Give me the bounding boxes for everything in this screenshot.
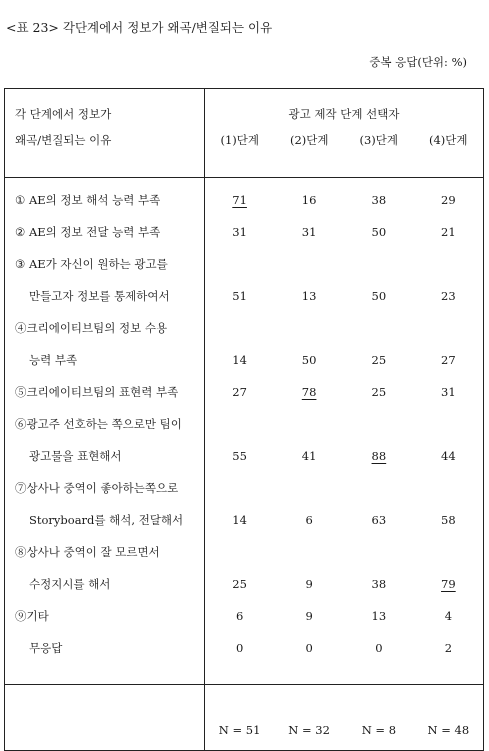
value-text: 51 [232, 289, 247, 303]
value-text: 58 [441, 513, 456, 527]
value-cell-stage-1 [205, 216, 275, 248]
value-text: 63 [371, 513, 387, 527]
value-text: 9 [305, 577, 313, 591]
reason-cell: 광고물을 표현해서 [5, 440, 205, 472]
value-text: 21 [441, 225, 456, 239]
value-text: 55 [232, 449, 247, 463]
value-cell-stage-1 [205, 344, 275, 376]
value-cell-stage-1 [205, 280, 275, 312]
reason-cell: ⑥광고주 선호하는 쪽으로만 팀이 [5, 408, 205, 440]
value-cell-stage-3 [344, 472, 414, 504]
value-cell-stage-1 [205, 536, 275, 568]
value-text: 88 [371, 449, 387, 463]
value-cell-stage-4 [414, 440, 484, 472]
value-text: 0 [235, 641, 244, 655]
table-row [5, 408, 484, 440]
value-cell-stage-4 [414, 568, 484, 600]
value-cell-stage-3 [344, 216, 414, 248]
value-cell-stage-4 [414, 376, 484, 408]
reason-cell: ⑦상사나 중역이 좋아하는쪽으로 [5, 472, 205, 504]
value-cell-stage-2 [274, 440, 344, 472]
value-cell-stage-4 [414, 536, 484, 568]
value-text: 79 [441, 577, 456, 591]
value-cell-stage-3 [344, 440, 414, 472]
value-text: 6 [305, 513, 313, 527]
value-cell-stage-4 [414, 178, 484, 217]
value-text: 14 [232, 513, 247, 527]
value-text: 13 [371, 609, 387, 623]
spacer-row [5, 664, 484, 685]
value-text: 50 [371, 289, 387, 303]
value-text: 71 [232, 193, 247, 207]
value-cell-stage-2 [274, 536, 344, 568]
table-row [5, 344, 484, 376]
reason-cell: 능력 부족 [5, 344, 205, 376]
table-row [5, 312, 484, 344]
table-row [5, 178, 484, 217]
stage-group-header [205, 89, 484, 178]
value-cell-stage-1 [205, 504, 275, 536]
total-n-stage-2: N = 32 [274, 685, 344, 751]
value-cell-stage-3 [344, 178, 414, 217]
value-cell-stage-1 [205, 600, 275, 632]
table-caption: <표 23> 각단계에서 정보가 왜곡/변질되는 이유 [6, 20, 273, 35]
spacer-cell [5, 664, 205, 685]
header-row [5, 89, 484, 178]
value-cell-stage-2 [274, 376, 344, 408]
total-n-stage-3: N = 8 [344, 685, 414, 751]
value-cell-stage-4 [414, 408, 484, 440]
reason-cell: Storyboard를 해석, 전달해서 [5, 504, 205, 536]
value-cell-stage-1 [205, 568, 275, 600]
value-text: 25 [371, 353, 387, 367]
value-text: 6 [235, 609, 244, 623]
reason-cell: 수정지시를 해서 [5, 568, 205, 600]
value-text: 0 [375, 641, 383, 655]
value-text: 41 [301, 449, 317, 463]
value-cell-stage-2 [274, 178, 344, 217]
value-cell-stage-3 [344, 408, 414, 440]
table-row [5, 440, 484, 472]
value-text: 14 [232, 353, 247, 367]
value-text: 23 [441, 289, 456, 303]
value-text: 2 [444, 641, 453, 655]
reason-cell: 만들고자 정보를 통제하여서 [5, 280, 205, 312]
value-text: 50 [371, 225, 387, 239]
value-cell-stage-3 [344, 568, 414, 600]
value-cell-stage-3 [344, 632, 414, 664]
value-cell-stage-3 [344, 312, 414, 344]
reason-header-cell [5, 89, 205, 178]
value-cell-stage-1 [205, 472, 275, 504]
survey-table [4, 88, 484, 751]
value-text: 31 [441, 385, 456, 399]
reason-cell: ⑧상사나 중역이 잘 모르면서 [5, 536, 205, 568]
value-cell-stage-2 [274, 344, 344, 376]
value-cell-stage-2 [274, 600, 344, 632]
value-cell-stage-2 [274, 472, 344, 504]
value-cell-stage-4 [414, 344, 484, 376]
value-text: 27 [232, 385, 247, 399]
table-row [5, 248, 484, 280]
value-text: 29 [441, 193, 456, 207]
stage-header-2: (2)단계 [289, 133, 329, 147]
value-cell-stage-2 [274, 248, 344, 280]
value-text: 44 [441, 449, 456, 463]
value-cell-stage-1 [205, 248, 275, 280]
reason-cell: ④크리에이티브팀의 정보 수용 [5, 312, 205, 344]
value-cell-stage-1 [205, 312, 275, 344]
reason-cell: ③ AE가 자신이 원하는 광고를 [5, 248, 205, 280]
table-row [5, 280, 484, 312]
reason-cell: ② AE의 정보 전달 능력 부족 [5, 216, 205, 248]
totals-label-cell [5, 685, 205, 751]
stage-group-title: 광고 제작 단계 선택자 [288, 107, 400, 121]
value-cell-stage-2 [274, 312, 344, 344]
table-row [5, 504, 484, 536]
reason-cell: ① AE의 정보 해석 능력 부족 [5, 178, 205, 217]
value-cell-stage-1 [205, 408, 275, 440]
value-text: 27 [441, 353, 456, 367]
value-text: 13 [301, 289, 317, 303]
value-cell-stage-2 [274, 280, 344, 312]
table-row [5, 376, 484, 408]
spacer-cell [205, 664, 484, 685]
value-text: 25 [371, 385, 387, 399]
value-text: 25 [232, 577, 247, 591]
value-cell-stage-1 [205, 632, 275, 664]
value-cell-stage-3 [344, 344, 414, 376]
value-text: 16 [301, 193, 317, 207]
stage-header-4: (4)단계 [428, 133, 468, 147]
value-text: 9 [305, 609, 313, 623]
value-text: 50 [301, 353, 317, 367]
value-text: 31 [301, 225, 317, 239]
value-cell-stage-2 [274, 408, 344, 440]
value-text: 38 [371, 193, 387, 207]
table-row [5, 472, 484, 504]
value-cell-stage-4 [414, 472, 484, 504]
table-row [5, 568, 484, 600]
table-row [5, 600, 484, 632]
value-cell-stage-3 [344, 248, 414, 280]
value-cell-stage-4 [414, 504, 484, 536]
table-row [5, 216, 484, 248]
table-row [5, 536, 484, 568]
unit-note: 중복 응답(단위: %) [369, 55, 467, 69]
value-cell-stage-2 [274, 632, 344, 664]
total-n-stage-1: N = 51 [205, 685, 275, 751]
value-cell-stage-2 [274, 568, 344, 600]
value-cell-stage-3 [344, 280, 414, 312]
value-text: 38 [371, 577, 387, 591]
reason-header-line2: 왜곡/변질되는 이유 [15, 133, 112, 147]
value-text: 78 [301, 385, 317, 399]
value-cell-stage-3 [344, 376, 414, 408]
value-cell-stage-1 [205, 440, 275, 472]
value-cell-stage-1 [205, 178, 275, 217]
value-cell-stage-2 [274, 216, 344, 248]
value-cell-stage-3 [344, 504, 414, 536]
total-n-stage-4: N = 48 [414, 685, 484, 751]
value-cell-stage-1 [205, 376, 275, 408]
table-row [5, 632, 484, 664]
value-cell-stage-4 [414, 216, 484, 248]
value-cell-stage-3 [344, 600, 414, 632]
stage-header-3: (3)단계 [359, 133, 398, 147]
reason-cell: ⑨기타 [5, 600, 205, 632]
totals-row [5, 685, 484, 751]
value-text: 4 [444, 609, 453, 623]
value-text: 0 [305, 641, 313, 655]
value-cell-stage-4 [414, 280, 484, 312]
value-cell-stage-4 [414, 632, 484, 664]
reason-header-line1: 각 단계에서 정보가 [15, 107, 112, 121]
value-cell-stage-4 [414, 312, 484, 344]
reason-cell: ⑤크리에이티브팀의 표현력 부족 [5, 376, 205, 408]
reason-cell: 무응답 [5, 632, 205, 664]
value-cell-stage-4 [414, 248, 484, 280]
value-cell-stage-4 [414, 600, 484, 632]
value-text: 31 [232, 225, 247, 239]
value-cell-stage-2 [274, 504, 344, 536]
stage-header-1: (1)단계 [220, 133, 259, 147]
value-cell-stage-3 [344, 536, 414, 568]
